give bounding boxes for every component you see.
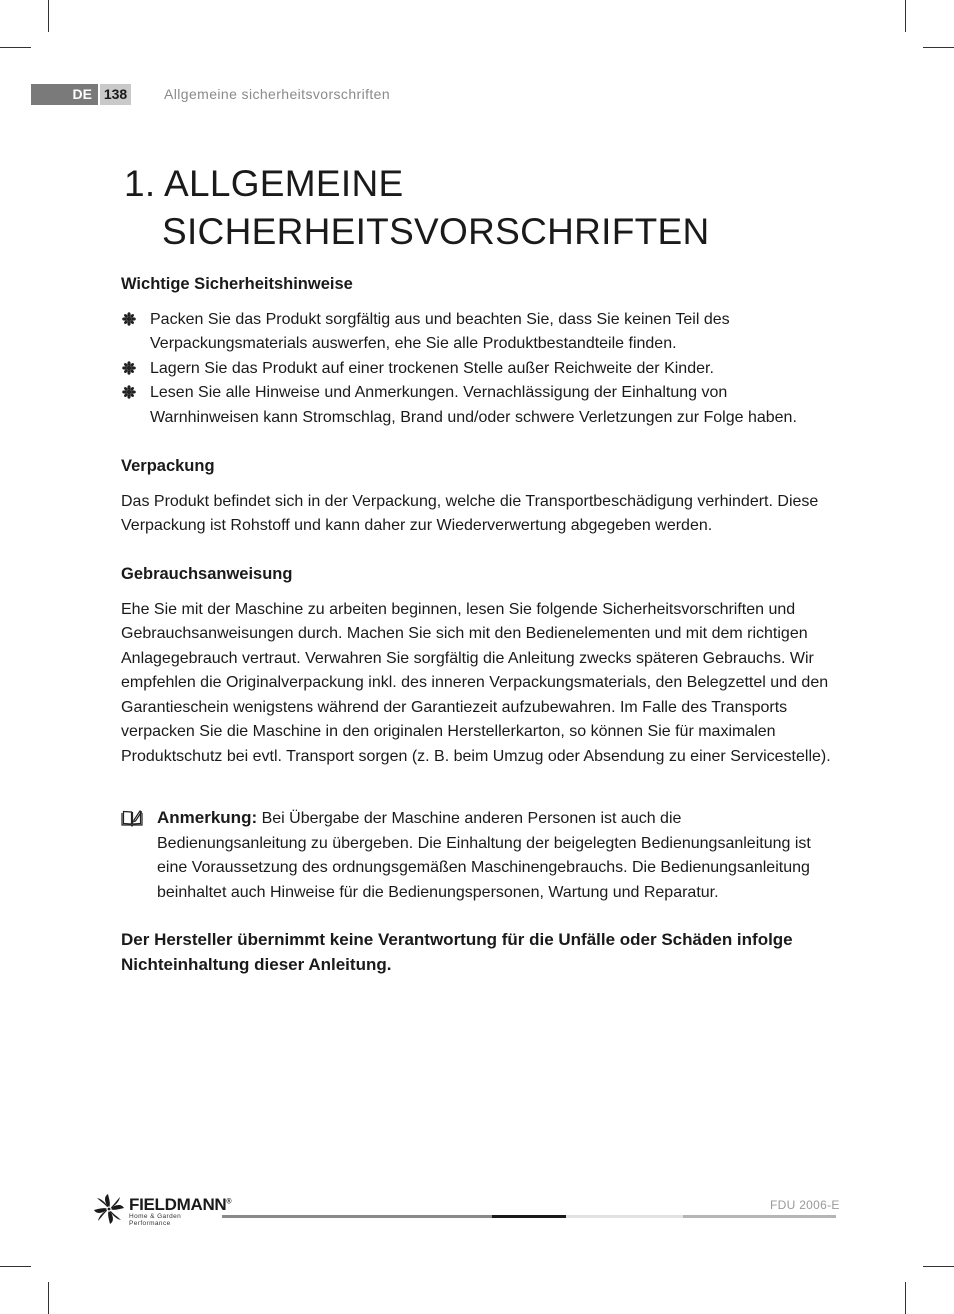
list-item-text: Lesen Sie alle Hinweise und Anmerkungen. Vernachlässigung der Einhaltung von Warnhinweisen kann Stromschlag, Brand und/oder schwere Verletzungen zur Folge haben.: [150, 384, 797, 426]
fan-logo-icon: [93, 1193, 125, 1225]
model-number: FDU 2006-E: [770, 1198, 840, 1212]
footer-rule: [566, 1215, 683, 1218]
list-item: [121, 308, 833, 357]
section-text-packaging: Das Produkt befindet sich in der Verpackung, welche die Transportbeschädigung verhindert. Diese Verpackung ist Rohstoff und kann daher zur Wiederverwertung abgegeben werden.: [121, 492, 819, 534]
footer-rule: [492, 1215, 566, 1218]
crop-mark: [0, 47, 31, 48]
disclaimer: Der Hersteller übernimmt keine Verantwortung für die Unfälle oder Schäden infolge Nichteinhaltung dieser Anleitung.: [121, 930, 793, 974]
note-text: Bei Übergabe der Maschine anderen Personen ist auch die Bedienungsanleitung zu übergeben. Die Einhaltung der beigelegten Bedienungsanleitung ist eine Voraussetzung des ordnungsgemäßen Maschinengebrauchs. Die Bedienungsanleitung beinhaltet auch Hinweise für die Bedienungspersonen, Wartung und Reparatur.: [157, 810, 811, 901]
section-title-manual: Gebrauchsanweisung: [121, 565, 293, 583]
trademark-symbol: ®: [226, 1198, 232, 1206]
brand-tagline: Home & Garden Performance: [129, 1213, 182, 1227]
brand-name: [129, 1195, 231, 1215]
note-box: [121, 806, 833, 905]
footer-rule: [222, 1215, 492, 1218]
crop-mark: [905, 0, 906, 32]
crop-mark: [48, 0, 49, 32]
page-header-tab: [31, 84, 131, 105]
section-packaging: [121, 454, 833, 539]
note-text-block: [121, 806, 833, 905]
crop-mark: [0, 1266, 31, 1267]
crop-mark: [923, 47, 954, 48]
crop-mark: [48, 1282, 49, 1314]
brand-name-text: FIELDMANN: [129, 1195, 227, 1214]
note-label: Anmerkung:: [157, 808, 258, 827]
section-title-packaging: Verpackung: [121, 457, 215, 475]
bullet-list: [121, 308, 833, 431]
section-manual: [121, 562, 833, 769]
section-text-manual: Ehe Sie mit der Maschine zu arbeiten beginnen, lesen Sie folgende Sicherheitsvorschriften und Gebrauchsanweisungen durch. Machen Sie sich mit den Bedienelementen und mit dem richtigen Anlagegebrauch vertraut. Verwahren Sie sorgfältig die Anleitung zwecks späteren Gebrauchs. Wir empfehlen die Originalverpackung inkl. des inneren Verpackungsmaterials, den Belegzettel und den Garantieschein wenigstens während der Garantiezeit aufzubewahren. Im Falle des Transports verpacken Sie die Maschine in den originalen Herstellerkarton, so können Sie für maximalen Produktschutz bei evtl. Transport sorgen (z. B. beim Umzug oder Absendung zu einer Servicestelle).: [121, 600, 831, 765]
brand-logo: [93, 1193, 232, 1227]
crop-mark: [923, 1266, 954, 1267]
page-title: [124, 160, 710, 256]
book-pencil-icon: [121, 809, 143, 827]
page-title-line1: 1. ALLGEMEINE: [124, 163, 404, 204]
section-important: [121, 272, 833, 430]
language-label: DE: [31, 84, 98, 105]
list-item: [121, 381, 833, 430]
list-item: [121, 357, 833, 382]
flower-bullet-icon: [122, 312, 136, 326]
page-title-line2: SICHERHEITSVORSCHRIFTEN: [162, 211, 710, 252]
page-number: 138: [100, 84, 131, 105]
footer-rule: [683, 1215, 836, 1218]
section-title-important: Wichtige Sicherheitshinweise: [121, 275, 353, 293]
flower-bullet-icon: [122, 361, 136, 375]
running-header-title: Allgemeine sicherheitsvorschriften: [164, 86, 391, 102]
list-item-text: Lagern Sie das Produkt auf einer trockenen Stelle außer Reichweite der Kinder.: [150, 359, 714, 377]
flower-bullet-icon: [122, 385, 136, 399]
list-item-text: Packen Sie das Produkt sorgfältig aus und beachten Sie, dass Sie keinen Teil des Verpackungsmaterials auswerfen, ehe Sie alle Produktbestandteile finden.: [150, 310, 730, 352]
crop-mark: [905, 1282, 906, 1314]
